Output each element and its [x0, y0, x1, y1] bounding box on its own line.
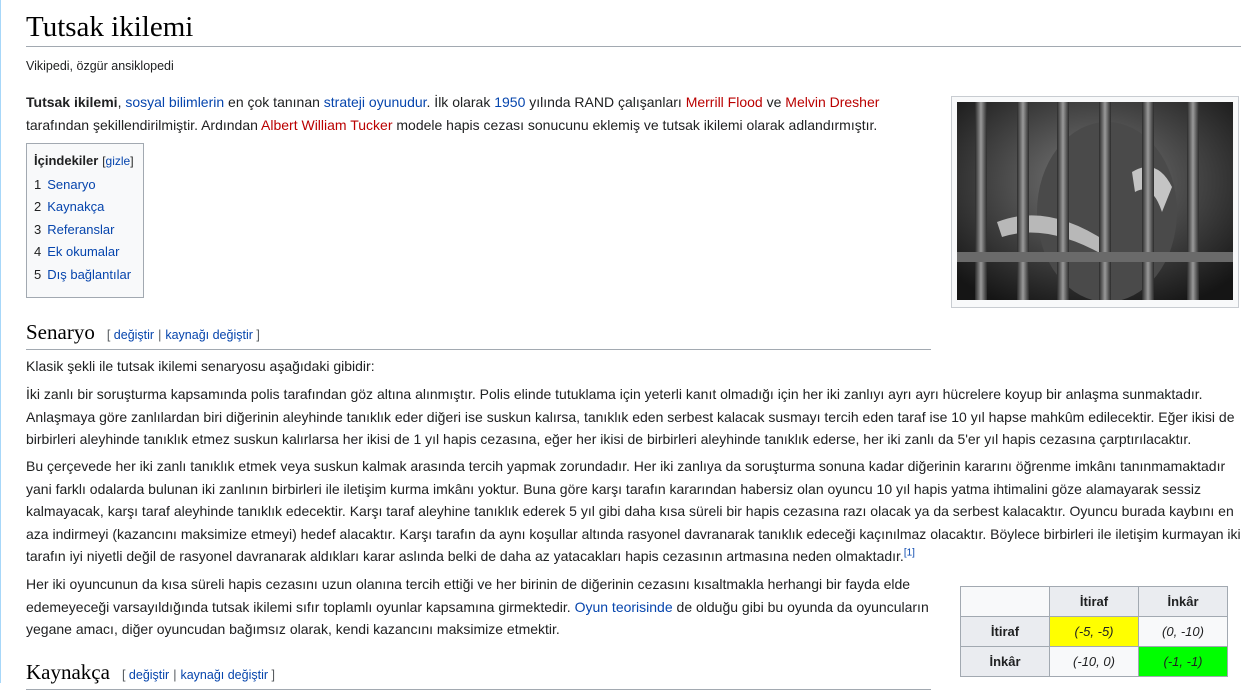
link-melvin-dresher[interactable]: Melvin Dresher [785, 94, 880, 110]
lead-text: . İlk olarak [426, 94, 495, 110]
edit-bracket-close: ] [271, 668, 275, 682]
toc-item[interactable] [34, 264, 136, 286]
paragraph-text: de olduğu gibi bu oyunda da oyuncuların yegane amacı, diğer oyuncudan bağımsız olarak, kendi kazancını maksimize etmektir. [26, 598, 929, 637]
toc-item[interactable] [34, 241, 136, 263]
senaryo-paragraph-3 [26, 455, 1241, 568]
lead-paragraph [26, 91, 916, 136]
link-sosyal-bilimler[interactable]: sosyal bilimlerin [125, 94, 225, 110]
section-heading-senaryo [26, 318, 931, 350]
table-of-contents [26, 143, 144, 298]
matrix-cell: (0, -10) [1139, 617, 1228, 647]
article-content [26, 0, 1241, 684]
link-merrill-flood[interactable]: Merrill Flood [685, 94, 763, 110]
toc-number: 4 [34, 244, 42, 260]
matrix-cell: (-10, 0) [1050, 647, 1139, 677]
toc-number: 2 [34, 199, 42, 215]
edit-section-link[interactable]: değiştir [128, 668, 170, 682]
matrix-cell: (-5, -5) [1050, 617, 1139, 647]
edit-bracket-open: [ [106, 328, 111, 342]
senaryo-paragraph-4 [26, 573, 931, 641]
section-heading-kaynakca [26, 658, 931, 690]
toc-link-ek-okumalar[interactable]: Ek okumalar [47, 244, 120, 260]
link-strateji-oyunu[interactable]: strateji oyunudur [323, 94, 427, 110]
page-title: Tutsak ikilemi [26, 0, 1241, 47]
link-oyun-teorisi[interactable]: Oyun teorisinde [574, 598, 673, 615]
edit-source-link[interactable]: kaynağı değiştir [180, 668, 269, 682]
reference-link-1[interactable]: [1] [903, 547, 915, 559]
toc-title: İçindekiler [34, 153, 99, 168]
lead-text: , [117, 94, 126, 110]
matrix-corner-cell [961, 587, 1050, 617]
toc-number: 3 [34, 221, 42, 237]
matrix-col-header: İtiraf [1050, 587, 1139, 617]
page-left-border [0, 0, 1, 683]
matrix-col-header: İnkâr [1139, 587, 1228, 617]
edit-source-link[interactable]: kaynağı değiştir [165, 328, 253, 342]
site-tagline: Vikipedi, özgür ansiklopedi [26, 59, 174, 73]
lead-text: en çok tanınan [224, 94, 324, 110]
toc-item[interactable] [34, 196, 136, 218]
matrix-row-header: İtiraf [961, 617, 1050, 647]
toc-link-referanslar[interactable]: Referanslar [47, 221, 115, 237]
prison-bars-illustration [957, 102, 1233, 300]
section-edit-links [107, 328, 260, 342]
toc-number: 1 [34, 177, 42, 192]
paragraph-text: Bu çerçevede her iki zanlı tanıklık etmek veya suskun kalmak arasında tercih yapmak zorundadır. Her iki zanlıya da soruşturma sonuna kadar diğerinin kararını öğrenme imkânı tanınmamaktadır yani farklı odalarda bulunan iki zanlının birbirleri ile iletişim kurma imkânı yoktur. Buna göre karşı tarafın kararından habersiz olan oyuncu 10 yıl hapis yatma ihtimalini göze alamayarak sessiz kalmayacak, karşı taraf aleyhinde tanıklık edecektir. Karşı taraf aleyhine tanıklık ederek 5 yıl gibi daha kısa süreli bir hapis cezasına razı olacak ya da serbest kalacaktır. Oyuncu burada kaybını en aza indirmeyi (kazancını maksimize etmeyi) hedef alacaktır. Karşı tarafın da aynı koşullar altında rasyonel davranarak tanıklık edeceği kaçınılmaz olacaktır. Böylece birbirleri ile iletişim kurmayan iki tarafın iyi niyetli değil de rasyonel davranarak aldıkları karar aslında belki de daha az yatacakları hapis cezasının artmasına neden olmaktadır. [26, 458, 1241, 564]
lead-bold-term: Tutsak ikilemi [26, 94, 118, 110]
paragraph-text: Her iki oyuncunun da kısa süreli hapis cezasını uzun olanına tercih ettiği ve her birinin de diğerinin cezasını kısaltmakla herhangi bir fayda elde edemeyeceği varsayıldığında tutsak ikilemi sıfır toplamlı oyunlar kapsamına girmektedir. [26, 576, 911, 615]
link-1950[interactable]: 1950 [494, 94, 526, 110]
payoff-matrix [960, 586, 1228, 677]
toc-item[interactable] [34, 174, 136, 196]
thumbnail-frame [951, 96, 1239, 308]
senaryo-intro: Klasik şekli ile tutsak ikilemi senaryosu aşağıdaki gibidir: [26, 358, 375, 374]
senaryo-paragraph-2: İki zanlı bir soruşturma kapsamında polis tarafından göz altına alınmıştır. Polis elinde tutuklama için yeterli kanıt olmadığı için her iki zanlıyı ayrı ayrı hücrelere koyup bir anlaşma sunmaktadır. Anlaşmaya göre zanlılardan biri diğerinin aleyhinde tanıklık eder diğeri ise suskun kalırsa, tanıklık eden serbest kalacak susmayı tercih eden taraf ise 10 yıl hapse mahkûm edilecektir. Eğer ikisi de birbirleri aleyhinde tanıklık etmez suskun kalırlarsa her ikisi de 1 yıl hapis cezasına, eğer her ikisi de birbirleri aleyhinde tanıklık ederse, her iki zanlı da 5'er yıl hapis cezasına çarptırılacaktır. [26, 386, 1235, 447]
lead-text: ve [762, 94, 786, 110]
section-title: Kaynakça [26, 660, 110, 684]
edit-bracket-open: [ [121, 668, 126, 682]
toc-header [34, 152, 136, 168]
link-albert-william-tucker[interactable]: Albert William Tucker [261, 116, 393, 133]
section-edit-links [122, 668, 275, 682]
lead-text: tarafından şekillendirilmiştir. Ardından [26, 116, 262, 133]
edit-separator: | [158, 328, 162, 342]
lead-text: yılında RAND çalışanları [525, 94, 686, 110]
edit-section-link[interactable]: değiştir [113, 328, 155, 342]
toc-link-senaryo[interactable]: Senaryo [47, 177, 96, 192]
lead-text: modele hapis cezası sonucunu eklemiş ve tutsak ikilemi olarak adlandırmıştır. [392, 116, 878, 133]
matrix-row-header: İnkâr [961, 647, 1050, 677]
toc-number: 5 [34, 266, 42, 282]
toc-list [34, 174, 136, 286]
toc-hide-link[interactable]: gizle [105, 154, 131, 168]
toc-toggle [102, 154, 133, 168]
section-title: Senaryo [26, 320, 95, 344]
matrix-cell: (-1, -1) [1139, 647, 1228, 677]
edit-bracket-close: ] [256, 328, 260, 342]
toc-toggle-open-bracket: [ [102, 154, 106, 168]
toc-link-kaynakca[interactable]: Kaynakça [47, 199, 105, 215]
toc-link-dis-baglantilar[interactable]: Dış bağlantılar [47, 266, 132, 282]
toc-toggle-close-bracket: ] [130, 154, 134, 168]
edit-separator: | [173, 668, 177, 682]
prison-bars-image[interactable] [957, 102, 1233, 300]
toc-item[interactable] [34, 219, 136, 241]
